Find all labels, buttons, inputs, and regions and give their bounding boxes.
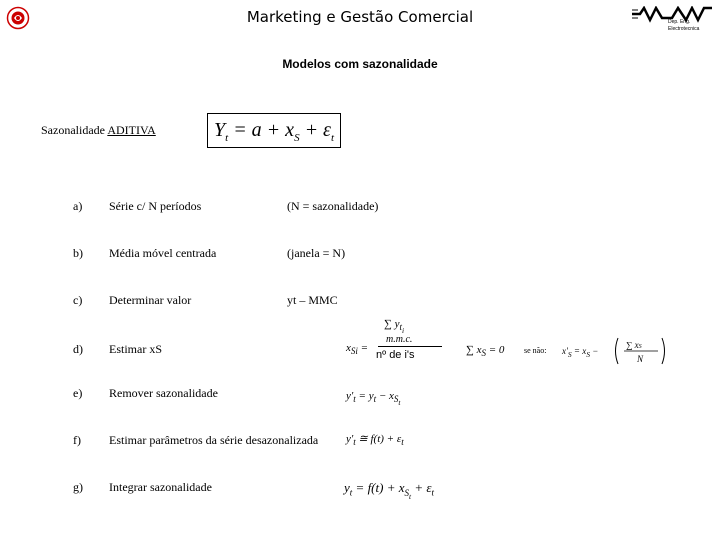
formula-d-numerator-label: m.m.c. — [386, 334, 413, 345]
row-d-text: Estimar xS — [109, 342, 162, 356]
row-b-text: Média móvel centrada — [109, 246, 217, 260]
formula-f: $y'_t$ ≅ $f(t) + \varepsilon_t$ — [346, 433, 404, 448]
formula-d-paren-icon — [612, 336, 672, 366]
formula-d-estimate: $x_{Si}$ = ∑ $y_{t_i}$ m.m.c. nº de i's — [346, 316, 456, 362]
row-f-text: Estimar parâmetros da série desazonalizada — [109, 433, 319, 447]
row-a-note: (N = sazonalidade) — [287, 199, 379, 213]
formula-g: $y_t = f(t) + x_{S_t} + \varepsilon_t$ — [344, 480, 435, 501]
svg-text:∑ xS: ∑ xS — [626, 340, 642, 350]
department-logo-text: Dep. Eng. Electrotecnica — [668, 19, 700, 32]
page-title: Marketing e Gestão Comercial — [246, 8, 474, 26]
additive-model-formula: $Y_t = a + x_S + \varepsilon_t$ — [207, 113, 341, 148]
row-b-label: b) — [73, 246, 83, 260]
row-e-text: Remover sazonalidade — [109, 386, 218, 400]
row-f-label: f) — [73, 433, 81, 447]
formula-e: $y'_t = y_t - x_{S_t}$ — [346, 390, 401, 407]
row-a-label: a) — [73, 199, 83, 213]
row-g-text: Integrar sazonalidade — [109, 480, 212, 494]
formula-d-zero: = 0 — [488, 344, 505, 356]
row-c-label: c) — [73, 293, 83, 307]
row-a-text: Série c/ N períodos — [109, 199, 202, 213]
row-b-note: (janela = N) — [287, 246, 346, 260]
svg-text:N: N — [637, 354, 644, 364]
formula-d-sum-condition: ∑ $x_S = 0$ — [466, 344, 505, 359]
formula-d-condition-label: se não: — [524, 346, 547, 355]
row-d-label: d) — [73, 342, 83, 356]
row-g-label: g) — [73, 480, 83, 494]
row-c-text: Determinar valor — [109, 293, 192, 307]
aditiva-word: ADITIVA — [107, 123, 156, 137]
slide-subtitle: Modelos com sazonalidade — [282, 57, 438, 71]
aditiva-prefix: Sazonalidade — [41, 123, 105, 137]
formula-d-correction: $x'_S = x_S$ − ∑ xS N — [562, 336, 674, 366]
aditiva-label — [41, 123, 156, 138]
row-e-label: e) — [73, 386, 83, 400]
row-c-note: yt – MMC — [287, 293, 338, 307]
formula-d-denominator: nº de i's — [376, 349, 415, 361]
